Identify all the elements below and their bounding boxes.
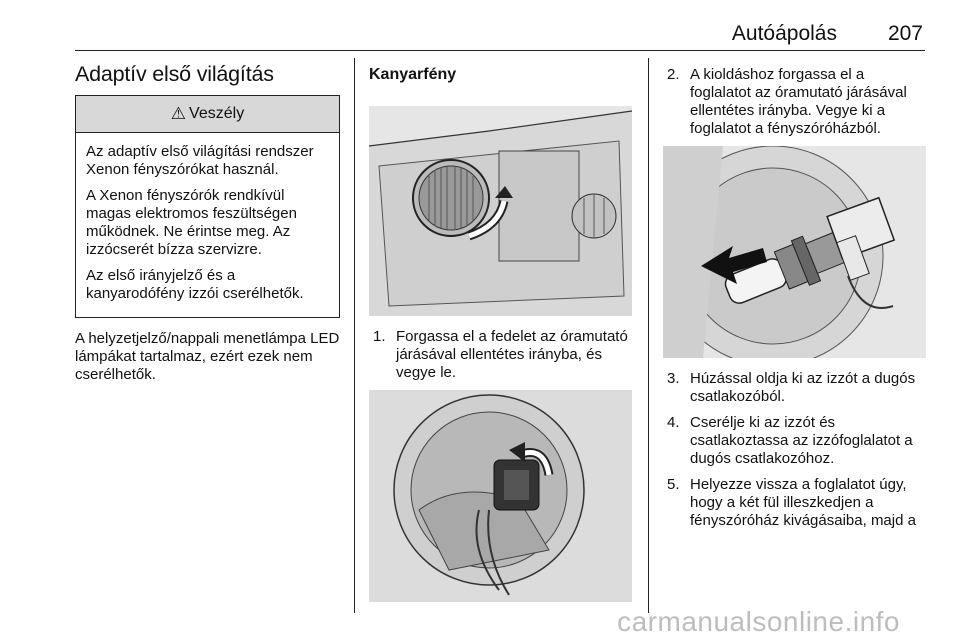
column-divider [648, 58, 649, 613]
danger-header [76, 96, 339, 133]
steps-list [663, 66, 928, 138]
step-text: Forgassa el a fedelet az óramutató járásával ellentétes irányba, és vegye le. [396, 328, 628, 381]
warning-icon: ⚠ [170, 104, 187, 123]
column-3 [663, 58, 928, 538]
page-number: 207 [887, 22, 923, 45]
column-2 [369, 58, 634, 602]
illustration-headlamp-cover [369, 106, 632, 316]
step-number: 3. [667, 370, 680, 387]
step-number: 1. [373, 328, 386, 345]
list-item [663, 414, 928, 468]
step-text: Húzással oldja ki az izzót a dugós csatlakozóból. [690, 370, 916, 405]
danger-body [76, 133, 339, 317]
step-number: 2. [667, 66, 680, 83]
danger-box [75, 95, 340, 318]
danger-paragraph: Az első irányjelző és a kanyarodófény izzói cserélhetők. [86, 267, 304, 302]
illustration-bulb-removal [663, 146, 926, 358]
step-number: 5. [667, 476, 680, 493]
danger-paragraph: A Xenon fényszórók rendkívül magas elektromos feszültségen működnek. Ne érintse meg. Az izzócserét bízza szervizre. [86, 187, 297, 258]
watermark: carmanualsonline.info [617, 606, 900, 637]
column-1 [75, 58, 340, 384]
list-item [369, 328, 634, 382]
list-item [663, 476, 928, 530]
danger-paragraph: Az adaptív első világítási rendszer Xenon fényszórókat használ. [86, 143, 314, 178]
step-number: 4. [667, 414, 680, 431]
danger-title: Veszély [189, 105, 245, 122]
step-text: Helyezze vissza a foglalatot úgy, hogy a két fül illeszkedjen a fényszóróház kivágásaiba, majd a [690, 476, 916, 529]
column-divider [354, 58, 355, 613]
page-header [75, 20, 925, 51]
step-text: A kioldáshoz forgassa el a foglalatot az óramutató járásával ellentétes irányba. Vegye ki a foglalatot a fényszóróházból. [690, 66, 907, 137]
note-paragraph: A helyzetjelző/nappali menetlámpa LED lámpákat tartalmaz, ezért ezek nem cserélhetők. [75, 330, 340, 383]
steps-list [663, 370, 928, 530]
step-text: Cserélje ki az izzót és csatlakoztassa az izzófoglalatot a dugós csatlakozóhoz. [690, 414, 913, 467]
section-heading: Adaptív első világítás [75, 62, 274, 86]
subsection-heading: Kanyarfény [369, 66, 457, 83]
list-item [663, 66, 928, 138]
steps-list [369, 328, 634, 382]
list-item [663, 370, 928, 406]
illustration-bulb-socket [369, 390, 632, 602]
section-title: Autóápolás [731, 22, 837, 45]
